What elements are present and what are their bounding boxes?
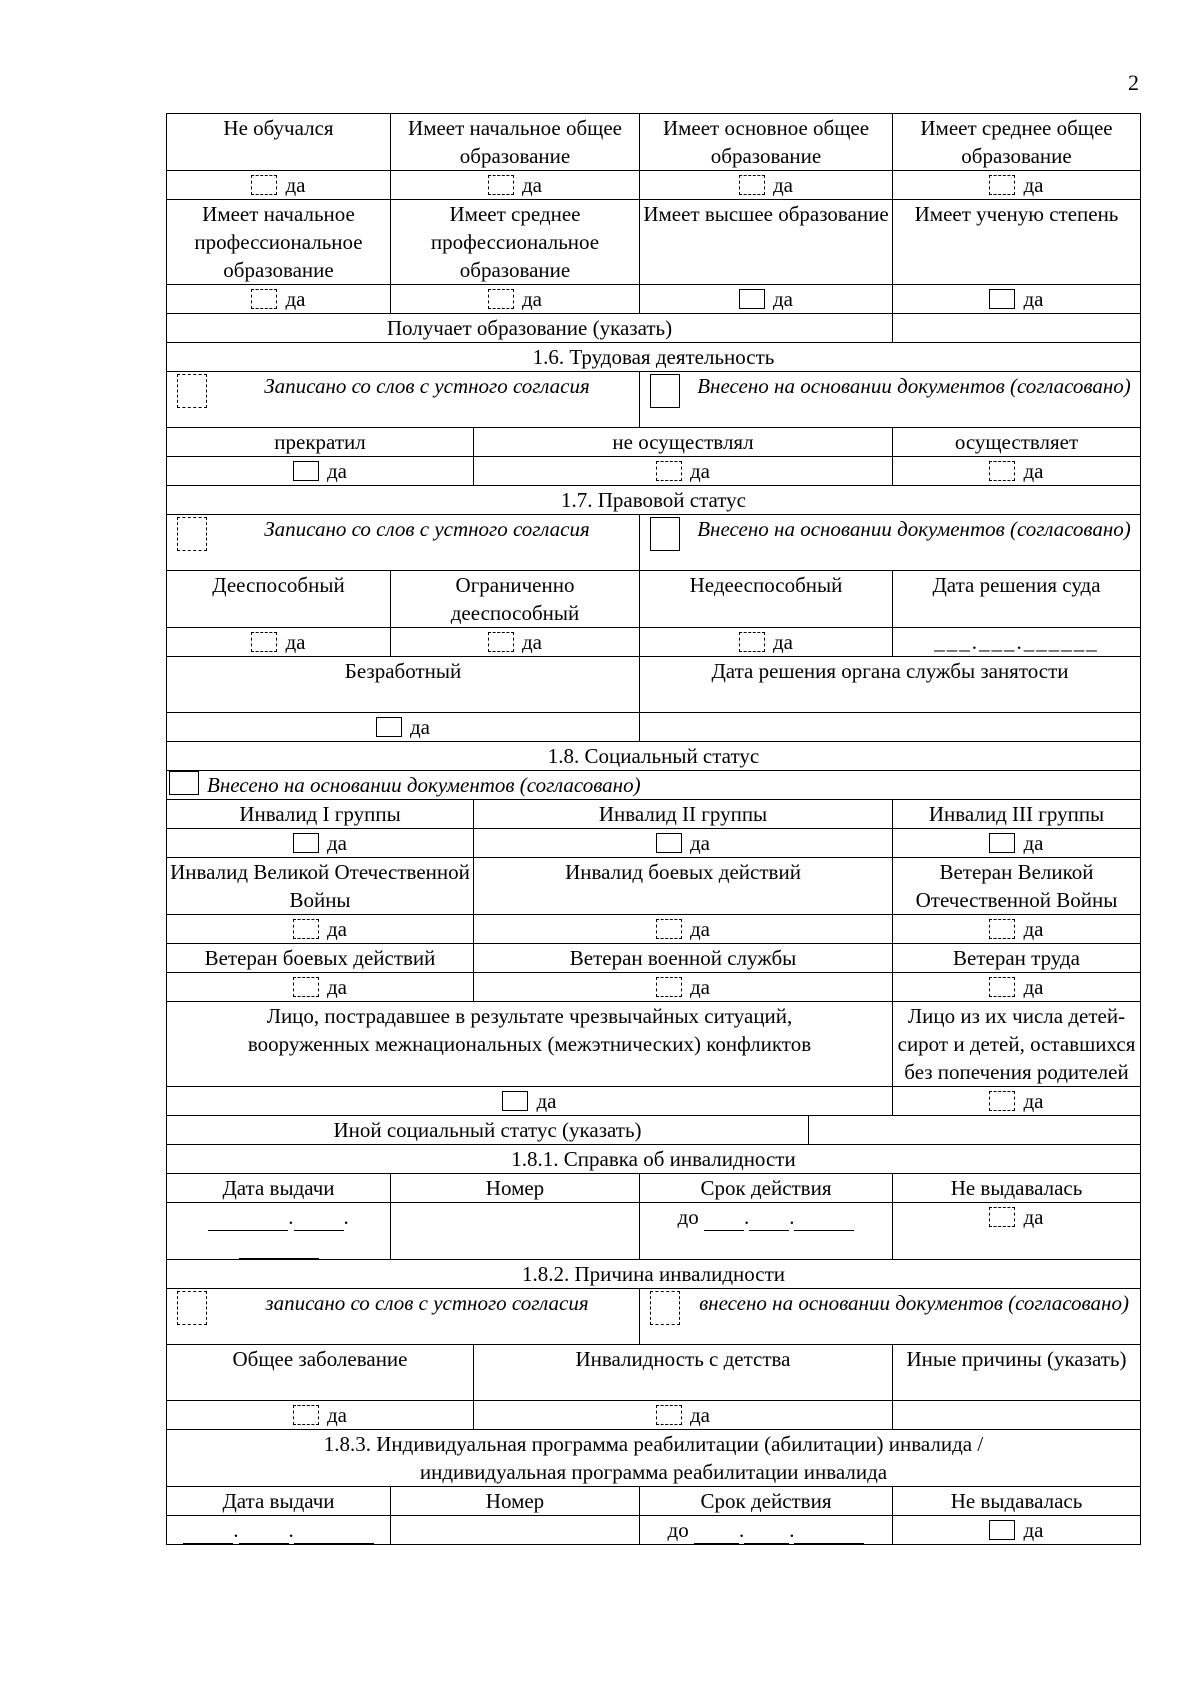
disabled-group3-label: Инвалид III группы xyxy=(893,800,1141,829)
edu-primary-general-label: Имеет начальное общее образование xyxy=(391,114,640,171)
checkbox[interactable] xyxy=(656,461,682,481)
labor-section-title: 1.6. Трудовая деятельность xyxy=(167,343,1141,372)
edu-degree-label: Имеет ученую степень xyxy=(893,200,1141,285)
cause-oral-consent[interactable]: записано со слов с устного согласия xyxy=(167,1289,640,1345)
checkbox[interactable] xyxy=(656,919,682,939)
veteran-labor-label: Ветеран труда xyxy=(893,944,1141,973)
edu-secondary-prof-label: Имеет среднее профессиональное образование xyxy=(391,200,640,285)
checkbox[interactable] xyxy=(376,717,402,737)
cause-section-title: 1.8.2. Причина инвалидности xyxy=(167,1260,1141,1289)
cause-general-disease-yes[interactable]: да xyxy=(167,1401,474,1430)
legal-capable-label: Дееспособный xyxy=(167,571,391,628)
program-validity-header: Срок действия xyxy=(640,1487,893,1516)
unemployed-label: Безработный xyxy=(167,657,640,713)
edu-primary-prof-yes[interactable]: да xyxy=(167,285,391,314)
veteran-labor-yes[interactable]: да xyxy=(893,973,1141,1002)
legal-oral-consent[interactable]: Записано со слов с устного согласия xyxy=(167,515,640,571)
veteran-military-label: Ветеран военной службы xyxy=(474,944,893,973)
checkbox[interactable] xyxy=(739,632,765,652)
program-not-issued-header: Не выдавалась xyxy=(893,1487,1141,1516)
edu-higher-label: Имеет высшее образование xyxy=(640,200,893,285)
disabled-wwii-label: Инвалид Великой Отечественной Войны xyxy=(167,858,474,915)
employment-decision-date-label: Дата решения органа службы занятости xyxy=(640,657,1141,713)
legal-limited-yes[interactable]: да xyxy=(391,628,640,657)
checkbox[interactable] xyxy=(502,1091,528,1111)
emergency-victim-label: Лицо, пострадавшее в результате чрезвычайных ситуаций, вооруженных межнациональных (межэтнических) конфликтов xyxy=(167,1002,893,1087)
checkbox[interactable] xyxy=(293,1405,319,1425)
page-number: 2 xyxy=(1128,70,1139,95)
edu-secondary-general-label: Имеет среднее общее образование xyxy=(893,114,1141,171)
checkbox[interactable] xyxy=(989,1207,1015,1227)
checkbox[interactable] xyxy=(251,289,277,309)
checkbox[interactable] xyxy=(656,977,682,997)
checkbox[interactable] xyxy=(169,771,199,795)
disabled-group2-label: Инвалид II группы xyxy=(474,800,893,829)
program-issue-date-field[interactable]: . . xyxy=(167,1516,391,1545)
cause-other-label: Иные причины (указать) xyxy=(893,1345,1141,1401)
checkbox[interactable] xyxy=(989,977,1015,997)
certificate-number-field[interactable] xyxy=(391,1203,640,1260)
checkbox[interactable] xyxy=(739,175,765,195)
program-section-title: 1.8.3. Индивидуальная программа реабилитации (абилитации) инвалида / индивидуальная программа реабилитации инвалида xyxy=(167,1430,1141,1487)
checkbox[interactable] xyxy=(251,175,277,195)
other-status-field[interactable] xyxy=(809,1116,1141,1145)
checkbox[interactable] xyxy=(177,374,207,408)
social-section-title: 1.8. Социальный статус xyxy=(167,742,1141,771)
labor-oral-consent[interactable]: Записано со слов с устного согласия xyxy=(167,372,640,428)
program-not-issued-yes[interactable]: да xyxy=(893,1516,1141,1545)
legal-section-title: 1.7. Правовой статус xyxy=(167,486,1141,515)
certificate-section-title: 1.8.1. Справка об инвалидности xyxy=(167,1145,1141,1174)
certificate-issue-date-header: Дата выдачи xyxy=(167,1174,391,1203)
veteran-wwii-yes[interactable]: да xyxy=(893,915,1141,944)
labor-active-label: осуществляет xyxy=(893,428,1141,457)
edu-basic-general-label: Имеет основное общее образование xyxy=(640,114,893,171)
cause-general-disease-label: Общее заболевание xyxy=(167,1345,474,1401)
edu-receives-field[interactable] xyxy=(893,314,1141,343)
labor-never-yes[interactable]: да xyxy=(474,457,893,486)
legal-incapable-yes[interactable]: да xyxy=(640,628,893,657)
cause-childhood-yes[interactable]: да xyxy=(474,1401,893,1430)
cause-other-field[interactable] xyxy=(893,1401,1141,1430)
checkbox[interactable] xyxy=(650,517,680,551)
legal-court-date-label: Дата решения суда xyxy=(893,571,1141,628)
checkbox[interactable] xyxy=(650,1291,680,1325)
cause-docs-consent[interactable]: внесено на основании документов (согласовано) xyxy=(640,1289,1141,1345)
checkbox[interactable] xyxy=(656,1405,682,1425)
checkbox[interactable] xyxy=(251,632,277,652)
labor-never-label: не осуществлял xyxy=(474,428,893,457)
cause-childhood-label: Инвалидность с детства xyxy=(474,1345,893,1401)
edu-receives-label: Получает образование (указать) xyxy=(167,314,893,343)
program-number-field[interactable] xyxy=(391,1516,640,1545)
labor-active-yes[interactable]: да xyxy=(893,457,1141,486)
labor-docs-consent[interactable]: Внесено на основании документов (согласовано) xyxy=(640,372,1141,428)
employment-decision-date-field[interactable] xyxy=(640,713,1141,742)
labor-stopped-label: прекратил xyxy=(167,428,474,457)
edu-higher-yes[interactable]: да xyxy=(640,285,893,314)
unemployed-yes[interactable]: да xyxy=(167,713,640,742)
checkbox[interactable] xyxy=(293,977,319,997)
emergency-victim-yes[interactable]: да xyxy=(167,1087,893,1116)
social-docs-consent[interactable]: Внесено на основании документов (согласовано) xyxy=(167,771,1141,800)
certificate-issue-date-field[interactable]: . . xyxy=(167,1203,391,1260)
disabled-group2-yes[interactable]: да xyxy=(474,829,893,858)
edu-none-label: Не обучался xyxy=(167,114,391,171)
checkbox[interactable] xyxy=(488,632,514,652)
disabled-combat-label: Инвалид боевых действий xyxy=(474,858,893,915)
orphan-label: Лицо из их числа детей-сирот и детей, оставшихся без попечения родителей xyxy=(893,1002,1141,1087)
legal-capable-yes[interactable]: да xyxy=(167,628,391,657)
checkbox[interactable] xyxy=(293,833,319,853)
program-validity-field[interactable]: до . . xyxy=(640,1516,893,1545)
checkbox[interactable] xyxy=(488,289,514,309)
certificate-not-issued-header: Не выдавалась xyxy=(893,1174,1141,1203)
veteran-combat-yes[interactable]: да xyxy=(167,973,474,1002)
checkbox[interactable] xyxy=(293,461,319,481)
edu-secondary-general-yes[interactable]: да xyxy=(893,171,1141,200)
disabled-combat-yes[interactable]: да xyxy=(474,915,893,944)
checkbox[interactable] xyxy=(989,1520,1015,1540)
edu-none-yes[interactable]: да xyxy=(167,171,391,200)
checkbox[interactable] xyxy=(177,1291,207,1325)
certificate-not-issued-yes[interactable]: да xyxy=(893,1203,1141,1260)
disabled-group1-yes[interactable]: да xyxy=(167,829,474,858)
checkbox[interactable] xyxy=(488,175,514,195)
orphan-yes[interactable]: да xyxy=(893,1087,1141,1116)
checkbox[interactable] xyxy=(177,517,207,551)
checkbox[interactable] xyxy=(989,1091,1015,1111)
edu-primary-prof-label: Имеет начальное профессиональное образование xyxy=(167,200,391,285)
veteran-combat-label: Ветеран боевых действий xyxy=(167,944,474,973)
veteran-military-yes[interactable]: да xyxy=(474,973,893,1002)
checkbox[interactable] xyxy=(739,289,765,309)
legal-docs-consent[interactable]: Внесено на основании документов (согласовано) xyxy=(640,515,1141,571)
checkbox[interactable] xyxy=(989,833,1015,853)
edu-secondary-prof-yes[interactable]: да xyxy=(391,285,640,314)
certificate-number-header: Номер xyxy=(391,1174,640,1203)
legal-court-date-field[interactable]: ___.___.______ xyxy=(893,628,1141,657)
checkbox[interactable] xyxy=(656,833,682,853)
legal-limited-label: Ограниченно дееспособный xyxy=(391,571,640,628)
edu-basic-general-yes[interactable]: да xyxy=(640,171,893,200)
legal-incapable-label: Недееспособный xyxy=(640,571,893,628)
veteran-wwii-label: Ветеран Великой Отечественной Войны xyxy=(893,858,1141,915)
certificate-validity-field[interactable]: до . . xyxy=(640,1203,893,1260)
other-status-label: Иной социальный статус (указать) xyxy=(167,1116,809,1145)
edu-degree-yes[interactable]: да xyxy=(893,285,1141,314)
labor-stopped-yes[interactable]: да xyxy=(167,457,474,486)
edu-primary-general-yes[interactable]: да xyxy=(391,171,640,200)
checkbox[interactable] xyxy=(989,461,1015,481)
form-table xyxy=(166,113,1141,1545)
checkbox[interactable] xyxy=(989,289,1015,309)
disabled-group3-yes[interactable]: да xyxy=(893,829,1141,858)
program-issue-date-header: Дата выдачи xyxy=(167,1487,391,1516)
checkbox[interactable] xyxy=(293,919,319,939)
checkbox[interactable] xyxy=(650,374,680,408)
disabled-group1-label: Инвалид I группы xyxy=(167,800,474,829)
certificate-validity-header: Срок действия xyxy=(640,1174,893,1203)
program-number-header: Номер xyxy=(391,1487,640,1516)
disabled-wwii-yes[interactable]: да xyxy=(167,915,474,944)
checkbox[interactable] xyxy=(989,919,1015,939)
checkbox[interactable] xyxy=(989,175,1015,195)
